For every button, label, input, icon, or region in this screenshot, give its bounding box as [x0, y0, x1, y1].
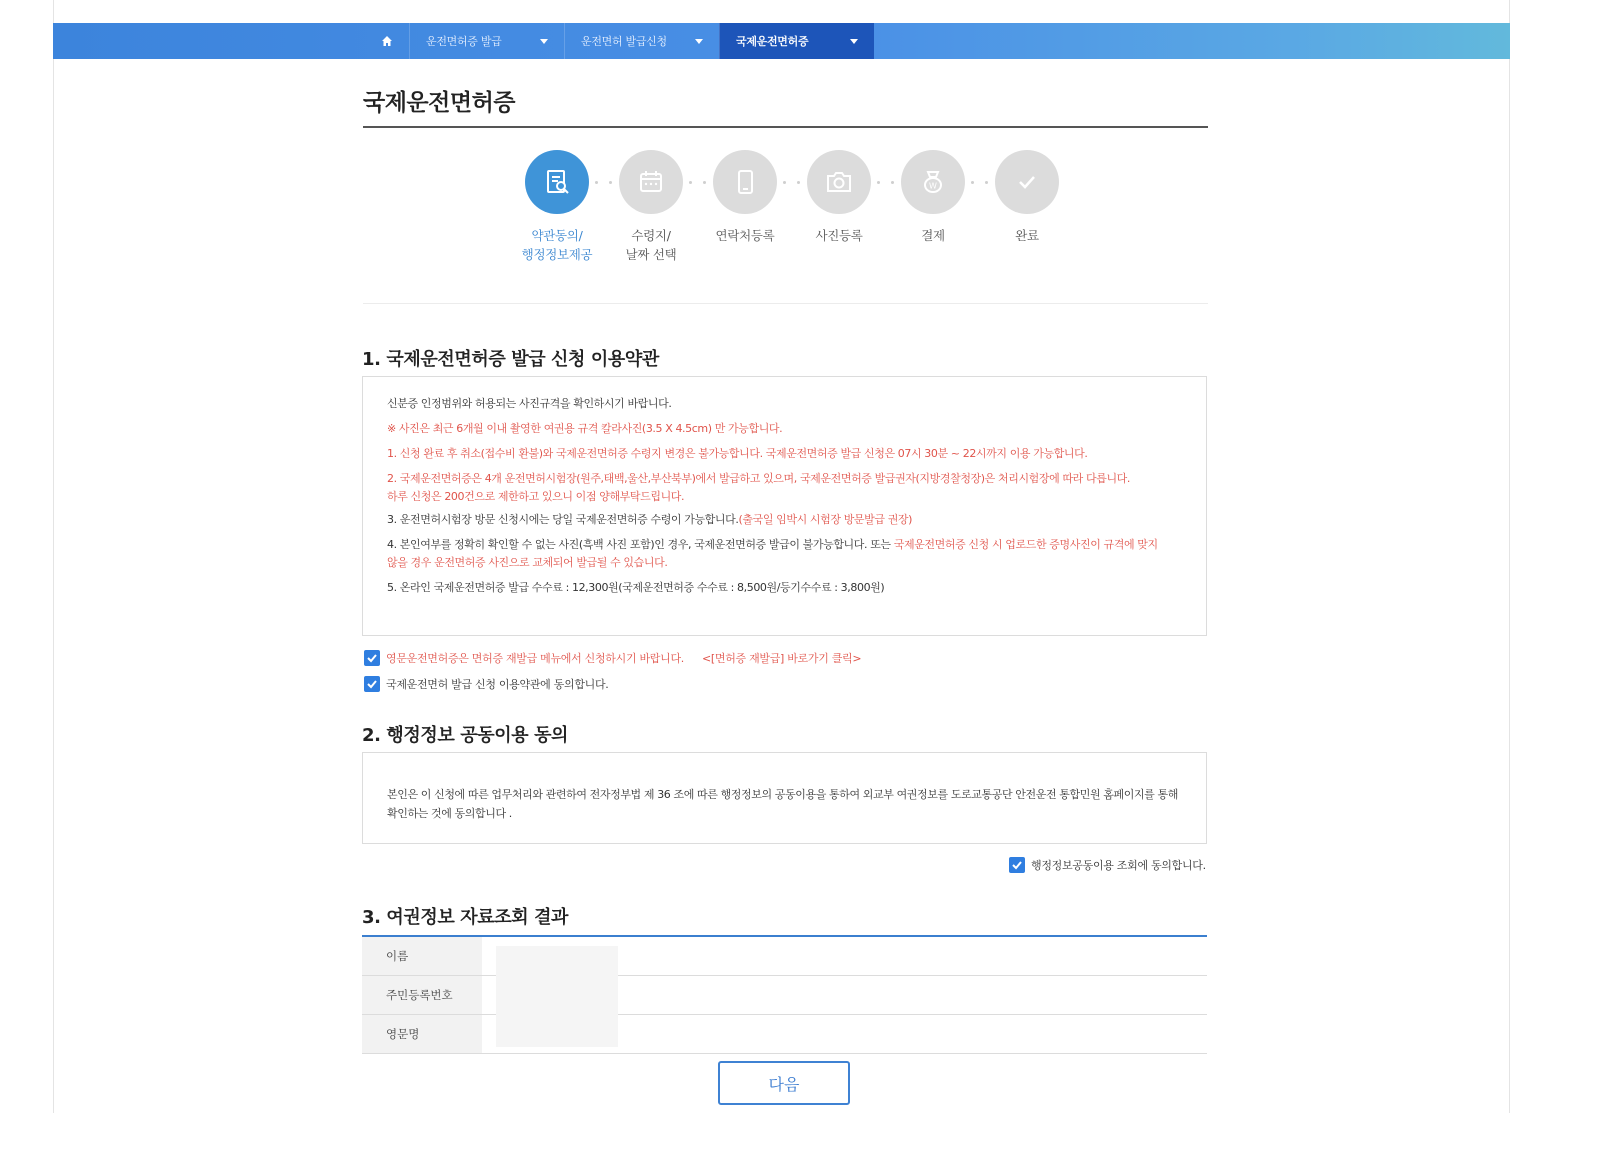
terms-item-2-text: 하루 신청은 200건으로 제한하고 있으니 이점 양해부탁드립니다. [387, 490, 685, 503]
step-label: 수령지/ 날짜 선택 [625, 228, 677, 262]
chevron-down-icon [540, 39, 548, 44]
step-pickup [611, 150, 691, 264]
next-button[interactable]: 다음 [718, 1061, 850, 1105]
section-terms-title: 1. 국제운전면허증 발급 신청 이용약관 [362, 349, 659, 370]
step-contact [705, 150, 785, 245]
checkmark-icon [366, 678, 378, 690]
english-license-check-row [364, 650, 861, 666]
section-admin-info-title: 2. 행정정보 공동이용 동의 [362, 725, 569, 746]
frame-gap [52, 1113, 55, 1158]
checkmark-icon [1011, 859, 1023, 871]
title-divider [363, 126, 1208, 128]
admin-info-check-row [1009, 857, 1206, 873]
table-row [362, 937, 1207, 976]
frame-right-border [1509, 0, 1510, 1158]
nav-item-label: 운전면허증 발급 [426, 35, 502, 48]
step-terms [517, 150, 597, 264]
section-passport-title: 3. 여권정보 자료조회 결과 [362, 907, 569, 928]
nav-menu [364, 23, 874, 59]
steps-divider [363, 303, 1208, 304]
calendar-icon [619, 150, 683, 214]
svg-text:W: W [929, 181, 937, 191]
step-payment [893, 150, 973, 245]
english-license-checkbox[interactable] [364, 650, 380, 666]
document-search-icon [525, 150, 589, 214]
terms-box [362, 376, 1207, 636]
row-label-resident-number: 주민등록번호 [362, 976, 482, 1014]
admin-info-text: 본인은 이 신청에 따른 업무처리와 관련하여 전자정부법 제 36 조에 따른 행정정보의 공동이용을 통하여 외교부 여권정보를 도로교통공단 안전운전 통합민원 홈페이지를 통해 확인하는 것에 동의합니다 . [387, 788, 1178, 820]
row-label-name: 이름 [362, 937, 482, 975]
step-label: 약관동의/ 행정정보제공 [521, 228, 593, 262]
checkmark-icon [366, 652, 378, 664]
redacted-area [496, 946, 618, 1047]
admin-info-check-label: 행정정보공동이용 조회에 동의합니다. [1031, 859, 1206, 872]
top-nav-bar [53, 23, 1510, 59]
step-label: 연락처등록 [715, 228, 775, 243]
step-label: 완료 [1015, 228, 1039, 243]
nav-item-license-issue[interactable] [409, 23, 564, 59]
terms-agree-checkbox[interactable] [364, 676, 380, 692]
page-title: 국제운전면허증 [363, 90, 516, 116]
payment-icon [901, 150, 965, 214]
terms-intro: 신분증 인정범위와 허용되는 사진규격을 확인하시기 바랍니다. [387, 397, 672, 410]
terms-item-4-highlight: 국제운전면허증 신청 시 업로드한 증명사진이 규격에 맞지 [893, 538, 1158, 551]
terms-item-2 [387, 470, 1182, 506]
terms-item-4 [387, 536, 1182, 572]
terms-item-3-text: 3. 운전면허시험장 방문 신청시에는 당일 국제운전면허증 수령이 가능합니다. [387, 513, 739, 526]
terms-agree-check-row [364, 676, 609, 692]
admin-info-box [362, 752, 1207, 844]
step-label: 사진등록 [815, 228, 863, 243]
terms-item-1: 1. 신청 완료 후 취소(접수비 환불)와 국제운전면허증 수령지 변경은 불가능합니다. 국제운전면허증 발급 신청은 07시 30분 ~ 22시까지 이용 가능합니다. [387, 447, 1088, 460]
terms-note: ※ 사진은 최근 6개월 이내 촬영한 여권용 규격 칼라사진(3.5 X 4.5cm) 만 가능합니다. [387, 422, 783, 435]
step-label: 결제 [921, 228, 945, 243]
check-icon [995, 150, 1059, 214]
nav-item-international-license[interactable] [719, 23, 874, 59]
home-icon [381, 35, 393, 47]
home-button[interactable] [364, 23, 409, 59]
terms-item-2-text: 2. 국제운전면허증은 4개 운전면허시험장(원주,태백,울산,부산북부)에서 발급하고 있으며, 국제운전면허증 발급권자(지방경찰청장)은 처리시험장에 따라 다릅니다. [387, 472, 1130, 485]
terms-item-3 [387, 511, 1182, 529]
table-row [362, 1015, 1207, 1054]
reissue-shortcut-link[interactable]: <[면허증 재발급] 바로가기 클릭> [701, 652, 862, 665]
nav-item-license-apply[interactable] [564, 23, 719, 59]
camera-icon [807, 150, 871, 214]
terms-item-5: 5. 온라인 국제운전면허증 발급 수수료 : 12,300원(국제운전면허증 수수료 : 8,500원/등기수수료 : 3,800원) [387, 581, 885, 594]
progress-steps [517, 150, 1037, 270]
terms-item-3-highlight: (출국일 임박시 시험장 방문발급 권장) [738, 513, 913, 526]
row-label-english-name: 영문명 [362, 1015, 482, 1053]
terms-item-4-highlight: 않을 경우 운전면허증 사진으로 교체되어 발급될 수 있습니다. [387, 556, 668, 569]
frame-gap [1508, 1113, 1511, 1158]
chevron-down-icon [695, 39, 703, 44]
step-photo [799, 150, 879, 245]
step-complete [987, 150, 1067, 245]
frame-left-border [53, 0, 54, 1158]
english-license-check-label: 영문운전면허증은 면허증 재발급 메뉴에서 신청하시기 바랍니다. [386, 652, 684, 665]
phone-icon [713, 150, 777, 214]
admin-info-checkbox[interactable] [1009, 857, 1025, 873]
table-row [362, 976, 1207, 1015]
terms-item-4-text: 4. 본인여부를 정확히 확인할 수 없는 사진(흑백 사진 포함)인 경우, 국제운전면허증 발급이 불가능합니다. 또는 [387, 538, 894, 551]
chevron-down-icon [850, 39, 858, 44]
nav-item-label: 국제운전면허증 [736, 35, 809, 48]
terms-agree-label: 국제운전면허 발급 신청 이용약관에 동의합니다. [386, 678, 609, 691]
nav-item-label: 운전면허 발급신청 [581, 35, 667, 48]
passport-info-table [362, 935, 1207, 1054]
